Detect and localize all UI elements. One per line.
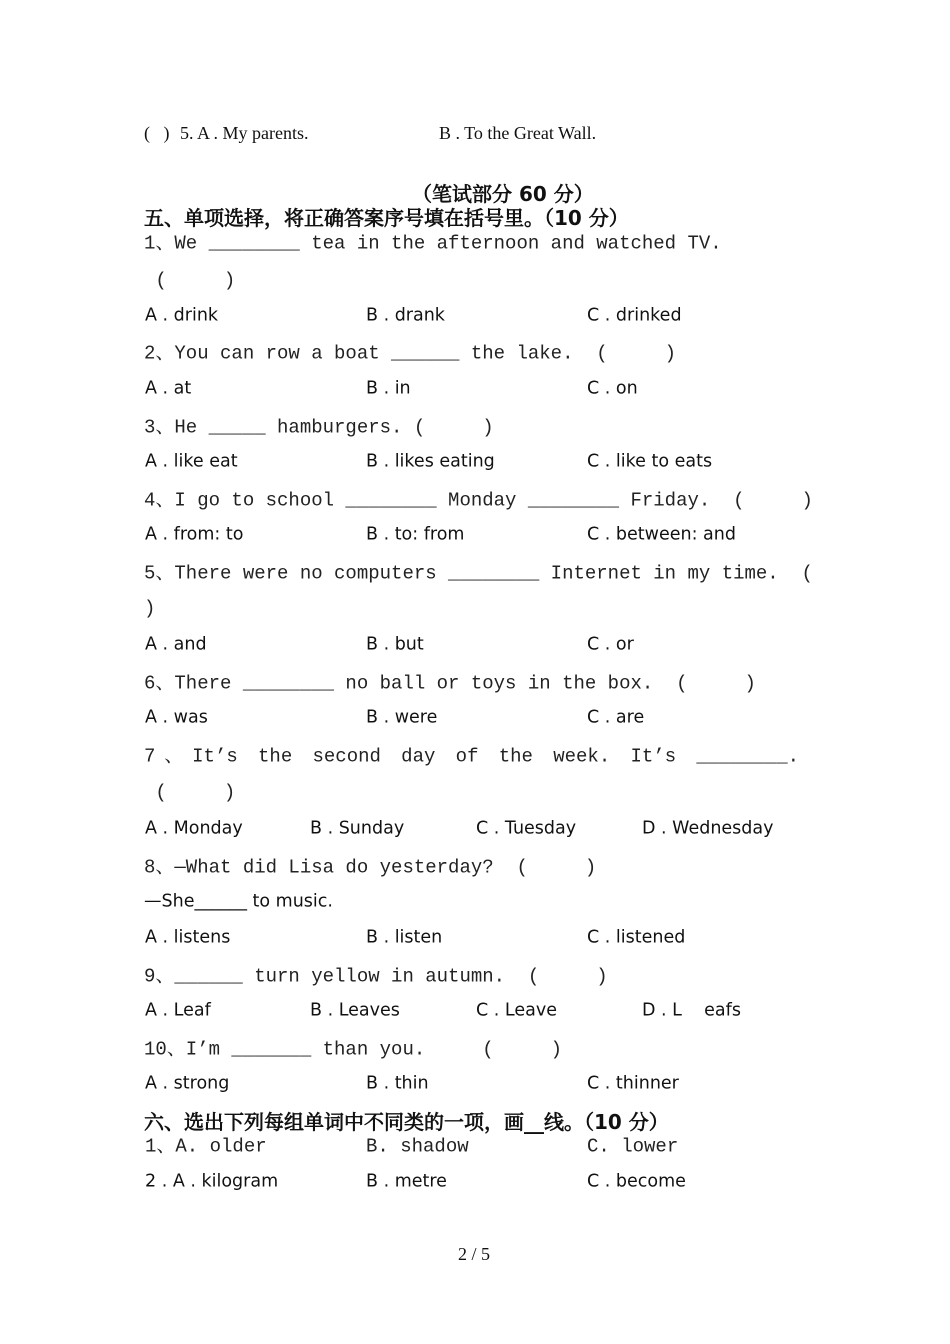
question-text: 10、I’m _______ than you. ( ) — [144, 1038, 563, 1061]
answer-option: C . or — [587, 634, 634, 655]
word-option: 1、A. older — [145, 1135, 267, 1158]
answer-option: B . but — [366, 634, 424, 655]
answer-option: B . Sunday — [310, 818, 405, 839]
question-text: 5、There were no computers ________ Internet in my time. ( — [144, 562, 813, 585]
header-option-a: 5. A . My parents. — [180, 123, 309, 143]
answer-option: C . between: and — [587, 524, 736, 545]
answer-option: C . on — [587, 378, 638, 399]
answer-option: C . Tuesday — [476, 818, 577, 839]
answer-option: B . thin — [366, 1073, 429, 1094]
answer-option: A . drink — [145, 305, 219, 326]
answer-option: A . listens — [145, 927, 231, 948]
question-text: 4、I go to school ________ Monday ________ Friday. ( ) — [144, 489, 813, 512]
answer-option: C . are — [587, 707, 645, 728]
answer-option: A . strong — [145, 1073, 230, 1094]
question-text: 7、It’s the second day of the week. It’s ________. — [144, 745, 799, 768]
answer-option: D . L eafs — [642, 1000, 741, 1021]
question-text: 8、—What did Lisa do yesterday? ( ) — [144, 856, 597, 879]
page-number: 2 / 5 — [458, 1244, 491, 1264]
answer-option: C . listened — [587, 927, 686, 948]
answer-option: B . in — [366, 378, 411, 399]
answer-option: B . likes eating — [366, 451, 495, 472]
answer-bracket: ( ) — [144, 123, 170, 143]
answer-option: A . at — [145, 378, 192, 399]
answer-option: C . thinner — [587, 1073, 679, 1094]
question-text: 1、We ________ tea in the afternoon and watched TV. — [144, 232, 722, 255]
question-text: 6、There ________ no ball or toys in the box. ( ) — [144, 672, 756, 695]
question-continuation: ( ) — [144, 781, 236, 804]
word-option: C. lower — [587, 1135, 679, 1158]
word-option: 2 . A . kilogram — [145, 1171, 279, 1192]
question-continuation: ) — [144, 597, 156, 620]
question-continuation: ( ) — [144, 269, 236, 292]
answer-option: B . drank — [366, 305, 445, 326]
answer-option: A . was — [145, 707, 208, 728]
answer-option: A . like eat — [145, 451, 238, 472]
question-text: 3、He _____ hamburgers. ( ) — [144, 416, 494, 439]
answer-option: A . from: to — [145, 524, 244, 545]
answer-option: C . drinked — [587, 305, 682, 326]
answer-option: B . to: from — [366, 524, 465, 545]
question-continuation: —She______ to music. — [144, 891, 333, 912]
word-option: B. shadow — [366, 1135, 469, 1158]
answer-option: C . Leave — [476, 1000, 557, 1021]
answer-option: B . Leaves — [310, 1000, 400, 1021]
word-option: C . become — [587, 1171, 686, 1192]
answer-option: D . Wednesday — [642, 818, 774, 839]
question-text: 2、You can row a boat ______ the lake. ( ) — [144, 342, 677, 365]
section6-heading: 六、选出下列每组单词中不同类的一项，画__线。（10 分） — [144, 1110, 669, 1134]
section5-heading: 五、单项选择，将正确答案序号填在括号里。（10 分） — [144, 206, 629, 230]
written-part-title: （笔试部分 60 分） — [412, 182, 594, 206]
answer-option: A . Monday — [145, 818, 243, 839]
header-option-b: B . To the Great Wall. — [439, 123, 597, 143]
answer-option: B . were — [366, 707, 438, 728]
answer-option: B . listen — [366, 927, 443, 948]
answer-option: A . Leaf — [145, 1000, 211, 1021]
answer-option: A . and — [145, 634, 207, 655]
question-text: 9、______ turn yellow in autumn. ( ) — [144, 965, 608, 988]
answer-option: C . like to eats — [587, 451, 713, 472]
word-option: B . metre — [366, 1171, 447, 1192]
